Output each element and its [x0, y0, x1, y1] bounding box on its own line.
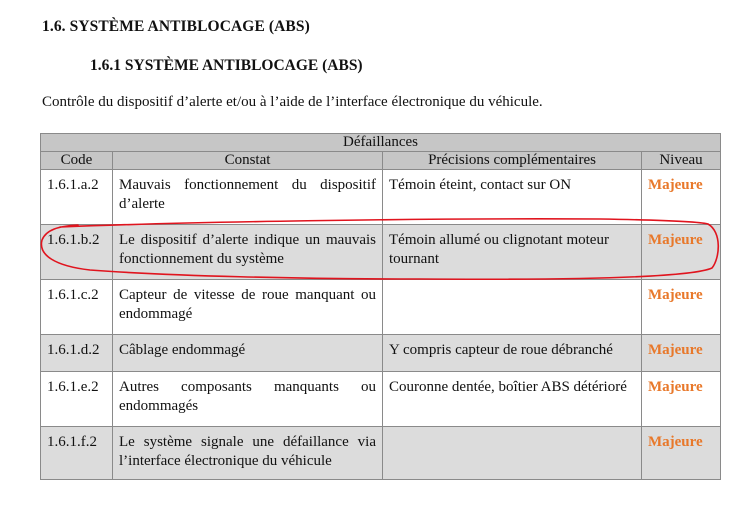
- cell-code: 1.6.1.f.2: [41, 427, 113, 480]
- section-heading: 1.6. SYSTÈME ANTIBLOCAGE (ABS): [42, 18, 310, 35]
- subsection-heading: 1.6.1 SYSTÈME ANTIBLOCAGE (ABS): [90, 57, 363, 74]
- table-row: [41, 372, 721, 427]
- cell-precisions: Témoin allumé ou clignotant moteur tournant: [383, 225, 642, 280]
- cell-code: 1.6.1.d.2: [41, 335, 113, 372]
- column-header-code: Code: [41, 152, 113, 170]
- intro-paragraph: Contrôle du dispositif d’alerte et/ou à l’aide de l’interface électronique du véhicule.: [42, 94, 543, 110]
- column-header-niveau: Niveau: [642, 152, 721, 170]
- cell-constat: Capteur de vitesse de roue manquant ou endommagé: [113, 280, 383, 335]
- cell-precisions: [383, 280, 642, 335]
- cell-niveau: Majeure: [642, 427, 721, 480]
- cell-code: 1.6.1.e.2: [41, 372, 113, 427]
- cell-niveau: Majeure: [642, 225, 721, 280]
- cell-constat: Mauvais fonctionnement du dispositif d’alerte: [113, 170, 383, 225]
- cell-constat: Le système signale une défaillance via l’interface électronique du véhicule: [113, 427, 383, 480]
- cell-code: 1.6.1.b.2: [41, 225, 113, 280]
- cell-niveau: Majeure: [642, 335, 721, 372]
- cell-code: 1.6.1.c.2: [41, 280, 113, 335]
- defects-table: [40, 133, 721, 480]
- cell-niveau: Majeure: [642, 372, 721, 427]
- cell-precisions: Y compris capteur de roue débranché: [383, 335, 642, 372]
- cell-constat: Le dispositif d’alerte indique un mauvais fonctionnement du système: [113, 225, 383, 280]
- column-header-precisions: Précisions complémentaires: [383, 152, 642, 170]
- cell-precisions: Couronne dentée, boîtier ABS détérioré: [383, 372, 642, 427]
- column-header-constat: Constat: [113, 152, 383, 170]
- cell-constat: Câblage endommagé: [113, 335, 383, 372]
- cell-precisions: [383, 427, 642, 480]
- cell-code: 1.6.1.a.2: [41, 170, 113, 225]
- cell-constat: Autres composants manquants ou endommagés: [113, 372, 383, 427]
- cell-niveau: Majeure: [642, 280, 721, 335]
- cell-precisions: Témoin éteint, contact sur ON: [383, 170, 642, 225]
- cell-niveau: Majeure: [642, 170, 721, 225]
- table-row: [41, 225, 721, 280]
- table-row: [41, 427, 721, 480]
- table-row: [41, 335, 721, 372]
- table-row: [41, 280, 721, 335]
- group-header: Défaillances: [41, 134, 721, 152]
- table-row: [41, 170, 721, 225]
